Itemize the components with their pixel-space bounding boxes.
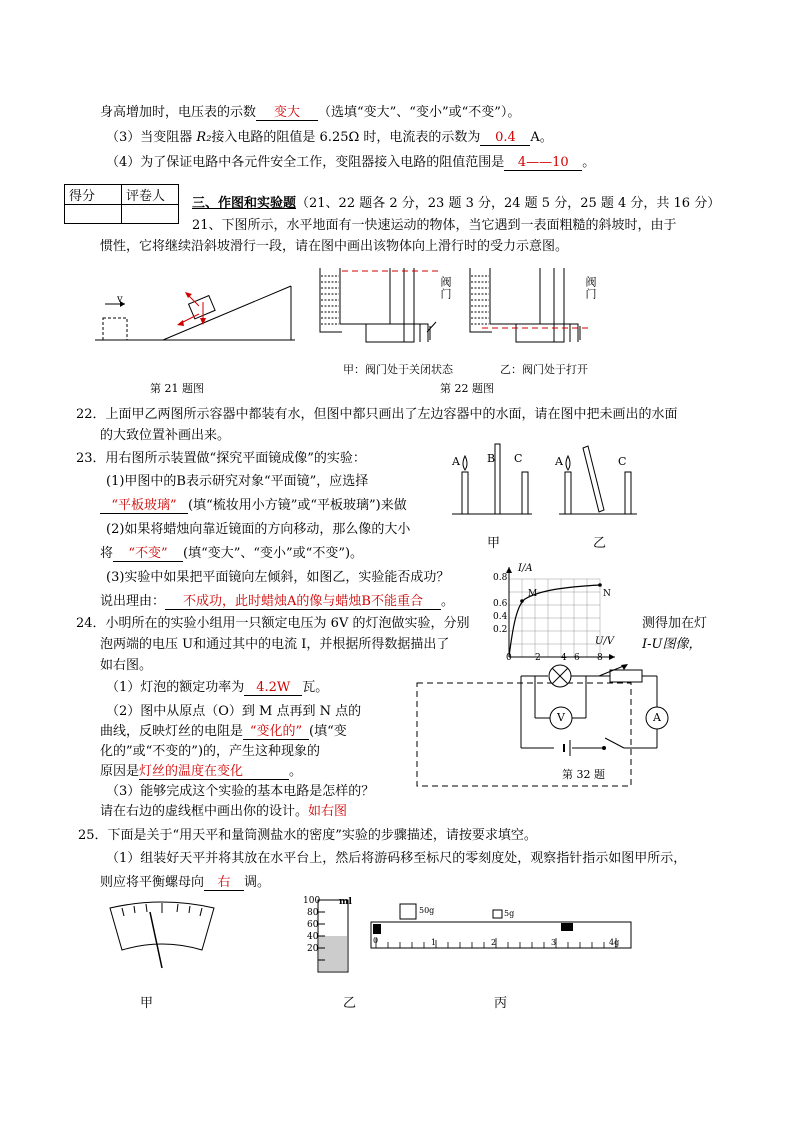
q24-line1-right: 测得加在灯 — [642, 616, 708, 631]
q25-figures — [106, 898, 636, 978]
q24-y-tick-04: 0.4 — [493, 612, 508, 622]
q23-answer-material[interactable]: “平板玻璃” — [100, 498, 188, 514]
q25-cyl-tick-60: 60 — [307, 920, 319, 930]
q25-cyl-tick-80: 80 — [307, 908, 319, 918]
q23-line1: 23．用右图所示装置做“探究平面镜成像”的实验： — [76, 451, 366, 466]
q21-line1: 21、下图所示，水平地面有一快速运动的物体，当它遇到一表面粗糙的斜坡时，由于 — [192, 218, 677, 233]
q25-ruler-tick-1: 1 — [431, 938, 437, 947]
q24-answer-power[interactable]: 4.2W — [244, 680, 302, 696]
score-box — [64, 184, 179, 224]
q23-caption-yi: 乙 — [593, 536, 607, 551]
q24-part3-a: （3）能够完成这个实验的基本电路是怎样的？ — [106, 784, 375, 799]
q25-weight-50g: 50g — [419, 906, 435, 915]
score-cell[interactable] — [65, 205, 122, 224]
q24-x-tick-8: 8 — [597, 653, 603, 663]
q23-label-c2: C — [618, 455, 627, 468]
q24-circuit-caption: 第 32 题 — [562, 768, 605, 781]
q24-point-n: N — [603, 589, 611, 599]
q22-container-a — [320, 268, 442, 342]
q24-y-tick-02: 0.2 — [493, 625, 508, 635]
q24-graph-x-label: U/V — [595, 636, 615, 647]
q24-ammeter-label: A — [653, 711, 661, 724]
q25-ruler-tick-0: 0 — [373, 936, 379, 945]
q24-answer-reason[interactable]: 灯丝的温度在变化 — [139, 764, 289, 780]
q22-valve-label-b: 阀门 — [584, 276, 597, 300]
q24-x-tick-0: 0 — [506, 653, 512, 663]
q20-answer-range[interactable]: 4——10 — [504, 155, 582, 171]
q20-answer-voltmeter[interactable]: 变大 — [256, 105, 318, 121]
q25-cylinder-unit: ml — [339, 897, 352, 907]
q24-line2: 泡两端的电压 U和通过其中的电流 I，并根据所得数据描出了 — [100, 637, 450, 652]
q23-part3: (3)实验中如果把平面镜向左倾斜，如图乙，实验能否成功？ — [106, 570, 450, 585]
q22-line1: 22．上面甲乙两图所示容器中都装有水，但图中都只画出了左边容器中的水面，请在图中把未画出的水面 — [76, 407, 678, 422]
q23-part1-answer-line: “平板玻璃” (填“梳妆用小方镜”或“平板玻璃”)来做 — [100, 494, 407, 514]
q23-caption-jia: 甲 — [487, 536, 501, 551]
q22-container-b — [470, 268, 590, 342]
q24-x-tick-4: 4 — [561, 653, 567, 663]
q22-caption: 第 22 题图 — [440, 382, 494, 395]
q24-voltmeter-label: V — [557, 711, 565, 724]
q21-figure — [95, 280, 305, 350]
q20-answer-current[interactable]: 0.4 — [480, 130, 530, 146]
q24-part2-a: （2）图中从原点（O）到 M 点再到 N 点的 — [106, 704, 362, 719]
q22-figures — [318, 262, 618, 357]
q25-answer-direction[interactable]: 右 — [204, 875, 244, 891]
q24-line1: 24．小明所在的实验小组用一只额定电压为 6V 的灯泡做实验，分别 — [76, 616, 470, 631]
q23-part2-answer-line: 将 “不变” (填“变大”、“变小”或“不变”)。 — [100, 546, 364, 561]
q25-caption-bing: 丙 — [494, 996, 508, 1011]
q20-line3: （4）为了保证电路中各元件安全工作，变阻器接入电路的阻值范围是 4——10 。 — [106, 155, 596, 170]
q23-label-b: B — [487, 452, 496, 465]
q25-caption-yi: 乙 — [343, 996, 357, 1011]
q23-part1: (1)甲图中的B表示研究对象“平面镜”，应选择 — [106, 474, 369, 489]
q22-caption-b: 乙：阀门处于打开 — [500, 363, 588, 376]
q25-ruler-tick-3: 3 — [551, 938, 557, 947]
q23-part3-answer-line: 说出理由： 不成功，此时蜡烛A的像与蜡烛B不能重合 。 — [100, 594, 455, 609]
q22-valve-label-a: 阀门 — [439, 276, 452, 300]
grader-cell[interactable] — [122, 205, 179, 224]
q24-point-m: M — [528, 589, 538, 599]
q22-caption-a: 甲：阀门处于关闭状态 — [343, 363, 453, 376]
q25-part1: （1）组装好天平并将其放在水平台上，然后将游码移至标尺的零刻度处，观察指针指示如图甲所示， — [106, 851, 687, 866]
q22-line2: 的大致位置补画出来。 — [100, 428, 231, 443]
grader-header: 评卷人 — [122, 185, 179, 205]
q23-figures — [452, 440, 642, 520]
section3-heading: 三、作图和实验题（21、22 题各 2 分，23 题 3 分，24 题 5 分，25 题 4 分，共 16 分） — [192, 196, 721, 211]
q20-line2: （3）当变阻器 R₂接入电路的阻值是 6.25Ω 时，电流表的示数为 0.4 A。 — [106, 130, 553, 145]
q25-ruler-tick-2: 2 — [491, 938, 497, 947]
q23-label-a: A — [452, 455, 460, 468]
q25-cyl-tick-100: 100 — [303, 896, 321, 906]
q24-answer-design[interactable]: 如右图 — [308, 804, 348, 819]
q24-line2-right: I-U图像， — [642, 637, 702, 652]
q24-x-tick-6: 6 — [574, 653, 580, 663]
q24-y-tick-08: 0.8 — [493, 573, 508, 583]
q24-part3-b: 请在右边的虚线框中画出你的设计。如右图 — [100, 804, 348, 819]
q23-label-c: C — [514, 452, 523, 465]
q24-circuit — [414, 664, 674, 790]
q24-x-tick-2: 2 — [535, 653, 541, 663]
q23-answer-size[interactable]: “不变” — [113, 546, 183, 562]
q23-part2: (2)如果将蜡烛向靠近镜面的方向移动，那么像的大小 — [106, 522, 411, 537]
q24-line3: 如右图。 — [100, 658, 153, 673]
q25-ruler-tick-4: 4g — [609, 938, 620, 947]
q25-caption-jia: 甲 — [140, 996, 154, 1011]
q25-part1-answer-line: 则应将平衡螺母向 右 调。 — [100, 875, 271, 890]
q25-weight-5g: 5g — [504, 909, 515, 918]
q24-answer-resistance[interactable]: “变化的” — [243, 724, 309, 740]
q23-label-a2: A — [555, 455, 563, 468]
score-header: 得分 — [65, 185, 122, 205]
q24-iu-graph — [495, 565, 625, 665]
q25-cyl-tick-40: 40 — [307, 932, 319, 942]
q24-graph-y-label: I/A — [518, 563, 533, 574]
q21-caption: 第 21 题图 — [150, 382, 204, 395]
q21-v-label: v — [117, 294, 123, 305]
q24-y-tick-06: 0.6 — [493, 599, 508, 609]
q24-part1: （1）灯泡的额定功率为 4.2W 瓦。 — [106, 680, 329, 695]
q20-line1: 身高增加时，电压表的示数 变大 （选填“变大”、“变小”或“不变”）。 — [100, 105, 521, 120]
q25-line1: 25．下面是关于“用天平和量筒测盐水的密度”实验的步骤描述，请按要求填空。 — [78, 828, 537, 843]
q25-cyl-tick-20: 20 — [307, 944, 319, 954]
q24-part2-b: 曲线，反映灯丝的电阻是 “变化的” (填“变 — [100, 724, 347, 739]
q24-part2-c: 化的”或“不变的”)的，产生这种现象的 — [100, 744, 321, 759]
q21-line2: 惯性，它将继续沿斜坡滑行一段，请在图中画出该物体向上滑行时的受力示意图。 — [100, 239, 569, 254]
q23-answer-reason[interactable]: 不成功，此时蜡烛A的像与蜡烛B不能重合 — [165, 594, 441, 610]
q24-part2-d: 原因是灯丝的温度在变化 。 — [100, 764, 303, 779]
